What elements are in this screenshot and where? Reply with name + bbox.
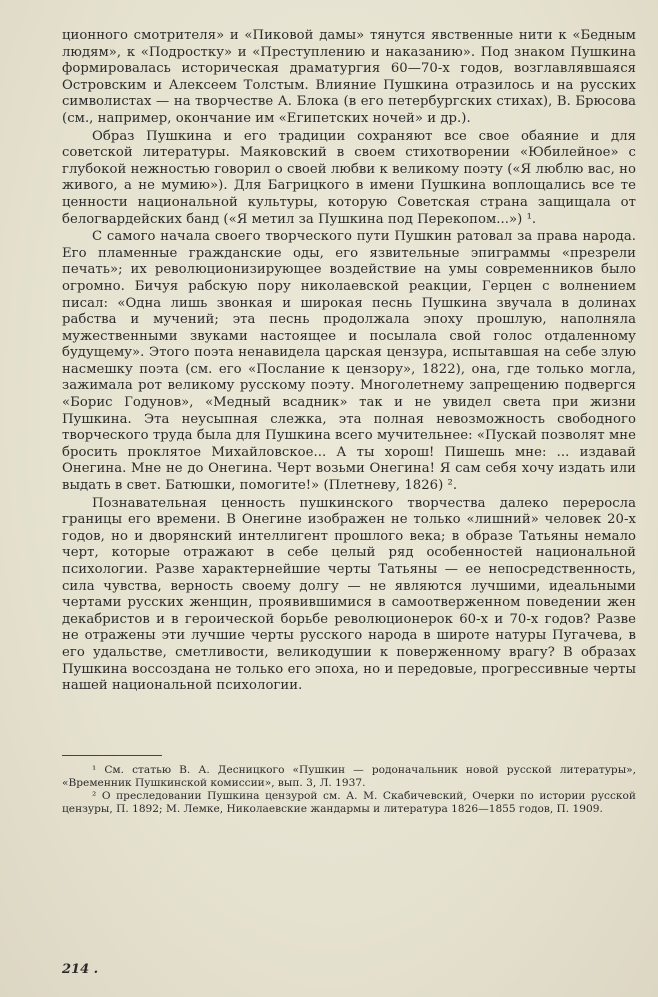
footnotes: [62, 764, 636, 817]
paragraph-continuation: ционного смотрителя» и «Пиковой дамы» тянутся явственные нити к «Бедным людям», к «Подростку» и «Преступлению и наказанию». Под знаком Пушкина формировалась историческая драматургия 60—70-х годов, возглавлявшаяся Островским и Алексеем Толстым. Влияние Пушкина отразилось и на русских символистах — на творчестве А. Блока (в его петербургских стихах), В. Брюсова (см., например, окончание им «Египетских ночей» и др.).: [62, 28, 636, 126]
footnote-2: ² О преследовании Пушкина цензурой см. А. М. Скабичевский, Очерки по истории русской цензуры, П. 1892; М. Лемке, Николаевские жандармы и литература 1826—1855 годов, П. 1909.: [62, 790, 636, 816]
page-number: 214 .: [62, 962, 99, 977]
paragraph-soviet-literature: Образ Пушкина и его традиции сохраняют все свое обаяние и для советской литературы. Маяковский в своем стихотворении «Юбилейное» с глубокой нежностью говорил о своей любви к великому поэту («Я люблю вас, но живого, а не мумию»). Для Багрицкого в имени Пушкина воплощались все те ценности национальной культуры, которую Советская страна защищала от белогвардейских банд («Я метил за Пушкина под Перекопом...») ¹.: [62, 128, 636, 227]
footnote-divider: [62, 755, 162, 756]
main-text: [62, 28, 636, 695]
paragraph-cognitive-value: Познавательная ценность пушкинского творчества далеко переросла границы его времени. В Онегине изображен не только «лишний» человек 20-х годов, но и дворянский интеллигент прошлого века; в образе Татьяны немало черт, которые отражают в себе целый ряд особенностей национальной психологии. Разве характернейшие черты Татьяны — ее непосредственность, сила чувства, верность своему долгу — не являются лучшими, идеальными чертами русских женщин, проявившимися в самоотверженном поведении жен декабристов и в героической борьбе революционерок 60-х и 70-х годов? Разве не отражены эти лучшие черты русского народа в широте натуры Пугачева, в его удальстве, сметливости, великодушии к поверженному врагу? В образах Пушкина воссоздана не только его эпоха, но и передовые, прогрессивные черты нашей национальной психологии.: [62, 495, 636, 694]
footnote-1: ¹ См. статью В. А. Десницкого «Пушкин — родоначальник новой русской литературы», «Временник Пушкинской комиссии», вып. 3, Л. 1937.: [62, 763, 636, 789]
paragraph-censorship: С самого начала своего творческого пути Пушкин ратовал за права народа. Его пламенные гражданские оды, его язвительные эпиграммы «презрели печать»; их революционизирующее воздействие на умы современников было огромно. Бичуя рабскую пору николаевской реакции, Герцен с волнением писал: «Одна лишь звонкая и широкая песнь Пушкина звучала в долинах рабства и мучений; эта песнь продолжала эпоху прошлую, наполняла мужественными звуками настоящее и посылала свой голос отдаленному будущему». Этого поэта ненавидела царская цензура, испытавшая на себе злую насмешку поэта (см. его «Послание к цензору», 1822), она, где только могла, зажимала рот великому русскому поэту. Многолетнему запрещению подвергся «Борис Годунов», «Медный всадник» так и не увидел света при жизни Пушкина. Эта неусыпная слежка, эта полная невозможность свободного творческого труда была для Пушкина всего мучительнее: «Пускай позволят мне бросить проклятое Михайловское... А ты хорош! Пишешь мне: ... издавай Онегина. Мне не до Онегина. Черт возьми Онегина! Я сам себя хочу издать или выдать в свет. Батюшки, помогите!» (Плетневу, 1826) ².: [62, 229, 636, 494]
